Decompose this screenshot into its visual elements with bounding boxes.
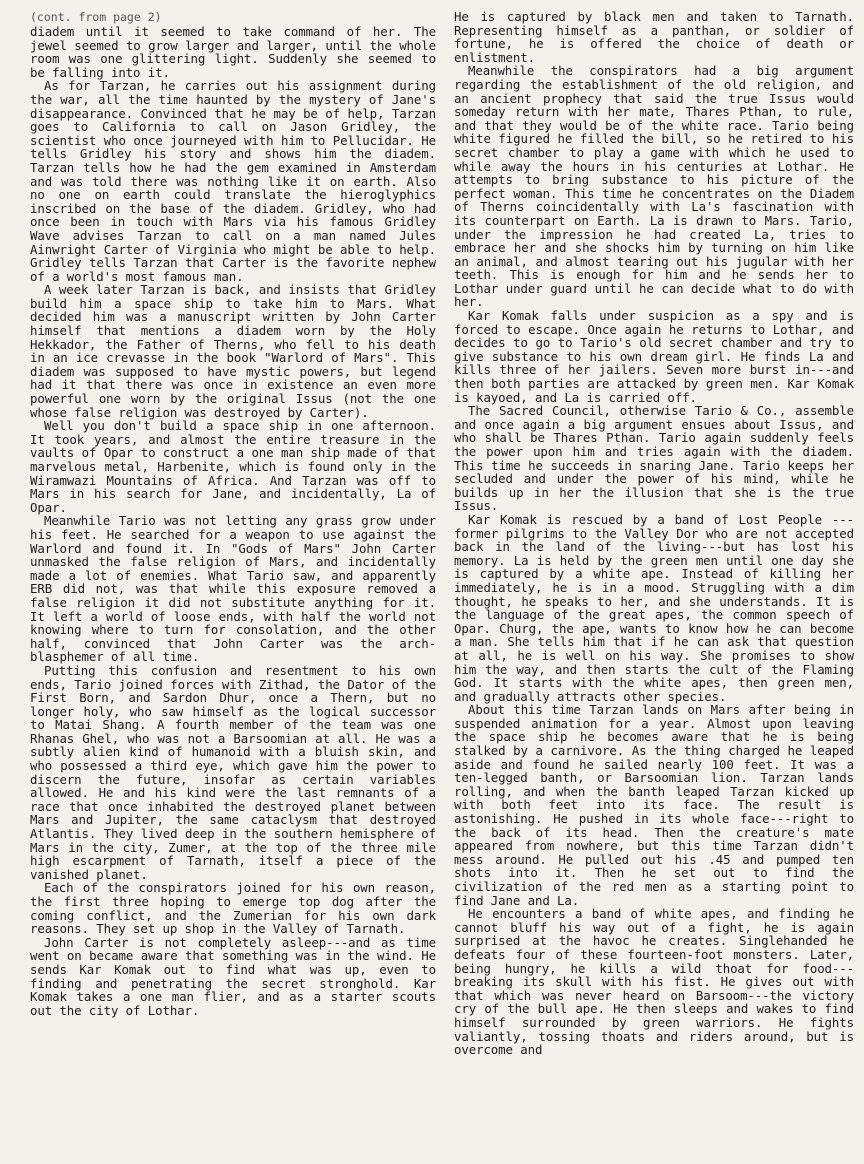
continuation-header: (cont. from page 2) [30,10,162,24]
columns [30,10,854,1158]
paragraph: About this time Tarzan lands on Mars after being in suspended animation for a year. Almost upon leaving the space ship he becomes aware that he is being stalked by a carnivore. As the thing charged he leaped aside and found he sailed nearly 100 feet. It was a ten-legged banth, or Barsoomian lion. Tarzan lands rolling, and when the banth leaped Tarzan kicked up with both feet into its face. The result is astonishing. He pushed in its whole face---right to the back of its head. Then the creature's mate appeared from nowhere, but this time Tarzan didn't mess around. He pulled out his .45 and pumped ten shots into it. Then he set out to find the civilization of the red men as a starting point to find Jane and La. [454,702,854,908]
paragraph: The Sacred Council, otherwise Tario & Co., assemble and once again a big argument ensues about Issus, and who shall be Thares Pthan. Tario again suddenly feels the power upon him and tries again with the diadem. This time he succeeds in snaring Jane. Tario keeps her secluded and under the power of his mind, while he builds up in her the illusion that she is the true Issus. [454,403,854,514]
right-column [454,10,854,1158]
paragraph: Meanwhile Tario was not letting any grass grow under his feet. He searched for a weapon to use against the Warlord and found it. In "Gods of Mars" John Carter unmasked the false religion of Mars, and incidentally made a lot of enemies. What Tario saw, and apparently ERB did not, was that while this exposure removed a false religion it did not substitute anything for it. It left a world of loose ends, with half the world not knowing where to turn for consolation, and the other half, convinced that John Carter was the arch-blasphemer of all time. [30,513,436,665]
paragraph: He encounters a band of white apes, and finding he cannot bluff his way out of a fight, he is again surprised at the havoc he creates. Singlehanded he defeats four of these fourteen-foot monsters. Later, being hungry, he kills a wild thoat for food---breaking its skull with his fist. He gives out with that which was never heard on Barsoom---the victory cry of the bull ape. He then sleeps and wakes to find himself surrounded by green warriors. He fights valiantly, tossing thoats and riders around, but is overcome and [454,906,854,1058]
paragraph: Kar Komak is rescued by a band of Lost People ---former pilgrims to the Valley Dor who are not accepted back in the land of the living---but has lost his memory. La is held by the green men until one day she is captured by a white ape. Instead of killing her immediately, he is in a mood. Struggling with a dim thought, he speaks to her, and she understands. It is the language of the great apes, the common speech of Opar. Churg, the ape, wants to know how he can become a man. She tells him that if he can ask that question at all, he is well on his way. She promises to show him the way, and then starts the cult of the Flaming God. It starts with the white apes, then green men, and gradually attracts other species. [454,511,854,704]
paragraph: As for Tarzan, he carries out his assignment during the war, all the time haunted by the mystery of Jane's disappearance. Convinced that he may be of help, Tarzan goes to California to call on Jason Gridley, the scientist who once journeyed with him to Pellucidar. He tells Gridley his story and shows him the diadem. Tarzan tells how he had the gem examined in Amsterdam and was told there was nothing like it on earth. Also no one on earth could translate the hieroglyphics inscribed on the base of the diadem. Gridley, who had once been in touch with Mars via his famous Gridley Wave advises Tarzan to call on a man named Jules Ainwright Carter of Virginia who might be able to help. Gridley tells Tarzan that Carter is the favorite nephew of a world's most famous man. [30,78,436,284]
paragraph: Putting this confusion and resentment to his own ends, Tario joined forces with Zithad, the Dator of the First Born, and Sardon Dhur, once a Thern, but no longer holy, who saw himself as the logical successor to Matai Shang. A fourth member of the team was one Rhanas Ghel, who was not a Barsoomian at all. He was a subtly alien kind of humanoid with a bluish skin, and who possessed a third eye, which gave him the power to discern the future, insofar as certain variables allowed. He and his kind were the last remnants of a race that once inhabited the destroyed planet between Mars and Jupiter, the same cataclysm that destroyed Atlantis. They lived deep in the southern hemisphere of Mars in the city, Zumer, at the top of the three mile high escarpment of Tarnath, itself a piece of the vanished planet. [30,662,436,882]
paragraph: He is captured by black men and taken to Tarnath. Representing himself as a panthan, or soldier of fortune, he is offered the choice of death or enlistment. [454,10,854,65]
paragraph: diadem until it seemed to take command of her. The jewel seemed to grow larger and larger, until the whole room was one glittering light. Suddenly she seemed to be falling into it. [30,24,436,80]
paragraph: Well you don't build a space ship in one afternoon. It took years, and almost the entire treasure in the vaults of Opar to construct a one man ship made of that marvelous metal, Harbenite, which is found only in the Wiramwazi Mountains of Africa. And Tarzan was off to Mars in his search for Jane, and incidentally, La of Opar. [30,418,436,515]
paragraph: John Carter is not completely asleep---and as time went on became aware that something was in the wind. He sends Kar Komak out to find what was up, even to finding and penetrating the secret stronghold. Kar Komak takes a one man flier, and as a starter scouts out the city of Lothar. [30,934,436,1018]
paragraph: A week later Tarzan is back, and insists that Gridley build him a space ship to take him to Mars. What decided him was a manuscript written by John Carter himself that mentions a diadem worn by the Holy Hekkador, the Father of Therns, who fell to his death in an ice crevasse in the book "Warlord of Mars". This diadem was supposed to have mystic powers, but legend had it that there was once in existence an even more powerful one worn by the original Issus (not the one whose false religion was destroyed by Carter). [30,282,436,420]
paragraph: Each of the conspirators joined for his own reason, the first three hoping to emerge top dog after the coming conflict, and the Zumerian for his own dark reasons. They set up shop in the Valley of Tarnath. [30,880,436,937]
paragraph: Kar Komak falls under suspicion as a spy and is forced to escape. Once again he returns to Lothar, and decides to go to Tario's old secret chamber and try to give substance to his own dream girl. He finds La and kills three of her jailers. Seven more burst in---and then both parties are attacked by green men. Kar Komak is kayoed, and La is carried off. [454,308,854,405]
paragraph: Meanwhile the conspirators had a big argument regarding the establishment of the old religion, and an ancient prophecy that said the true Issus would someday return with her mate, Thares Pthan, to rule, and that they would be of the white race. Tario being white figured he filled the bill, so he retired to his secret chamber to play a game with which he used to while away the hours in his centuries at Lothar. He attempts to bring substance to his picture of the perfect woman. This time he concentrates on the Diadem of Therns coincidentally with La's fascination with its counterpart on Earth. La is drawn to Mars. Tario, under the impression he had created La, tries to embrace her and she shocks him by turning on him like an animal, and almost tearing out his jugular with her teeth. This is enough for him and he sends her to Lothar under guard until he can decide what to do with her. [454,63,854,310]
left-column [30,10,436,1158]
